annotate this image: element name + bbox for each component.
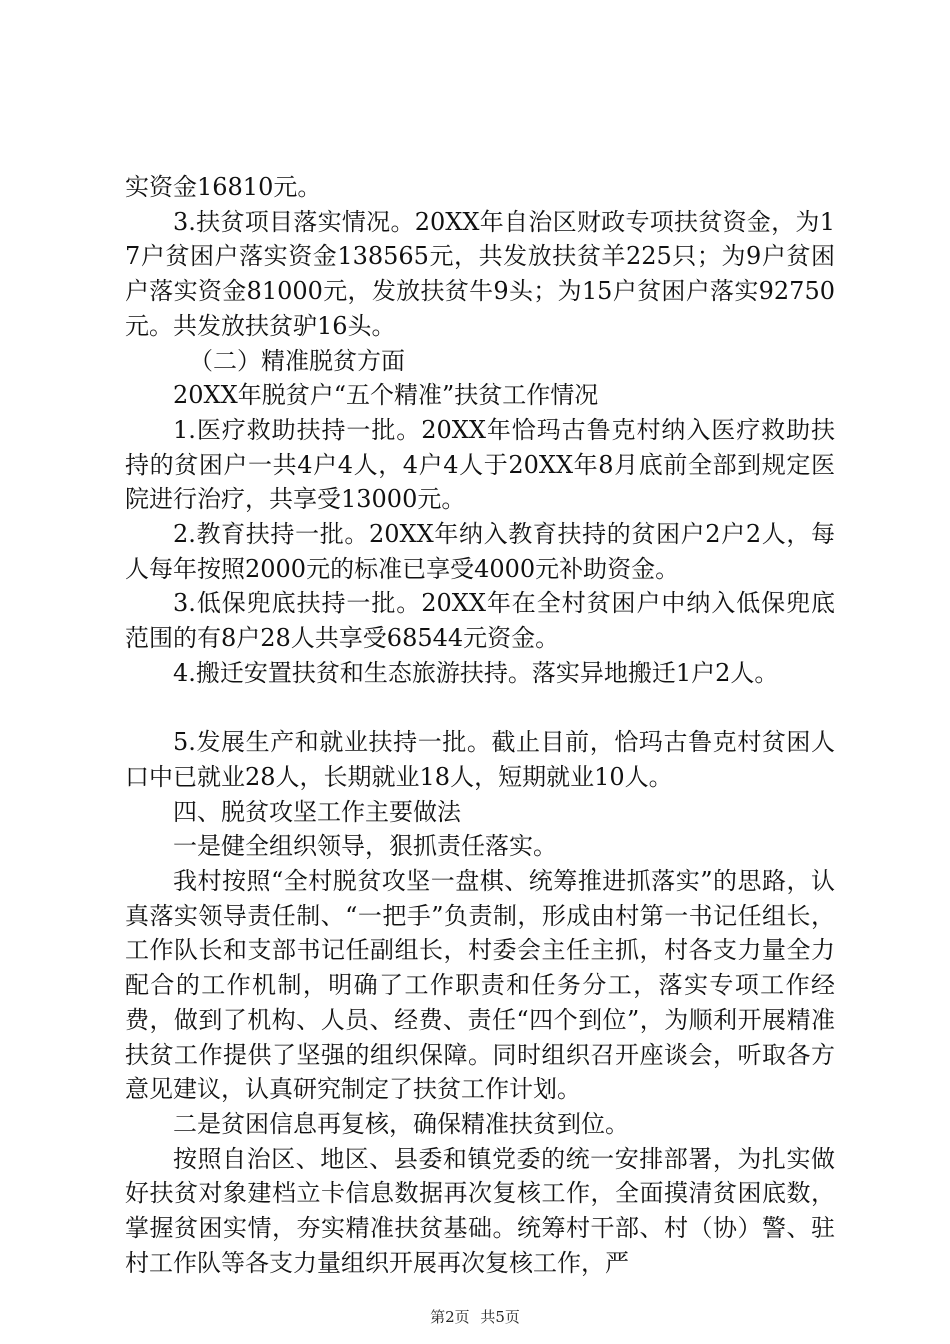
page-total: 共5页 xyxy=(480,1308,520,1326)
page-number: 第2页 xyxy=(430,1308,470,1326)
paragraph-project-funding: 3.扶贫项目落实情况。20XX年自治区财政专项扶贫资金，为17户贫困户落实资金138565元，共发放扶贫羊225只；为9户贫困户落实资金81000元，发放扶贫牛9头；为15户贫困户落实92750元。共发放扶贫驴16头。 xyxy=(125,207,835,340)
subheading-five-precise: 20XX年脱贫户“五个精准”扶贫工作情况 xyxy=(173,381,599,410)
paragraph-education-aid: 2.教育扶持一批。20XX年纳入教育扶持的贫困户2户2人，每人每年按照2000元的标准已享受4000元补助资金。 xyxy=(125,520,835,583)
blank-line xyxy=(125,691,835,726)
page-footer xyxy=(0,1306,950,1327)
document-body xyxy=(125,170,835,1280)
paragraph-organization: 我村按照“全村脱贫攻坚一盘棋、统筹推进抓落实”的思路，认真落实领导责任制、“一把手”负责制，形成由村第一书记任组长，工作队长和支部书记任副组长，村委会主任主抓，村各支力量全力配合的工作机制，明确了工作职责和任务分工，落实专项工作经费，做到了机构、人员、经费、责任“四个到位”，为顺利开展精准扶贫工作提供了坚强的组织保障。同时组织召开座谈会，听取各方意见建议，认真研究制定了扶贫工作计划。 xyxy=(125,867,835,1104)
paragraph-continuation: 实资金16810元。 xyxy=(125,173,322,201)
section-heading-main-practices: 四、脱贫攻坚工作主要做法 xyxy=(173,797,461,826)
paragraph-relocation: 4.搬迁安置扶贫和生态旅游扶持。落实异地搬迁1户2人。 xyxy=(173,658,779,687)
paragraph-employment: 5.发展生产和就业扶持一批。截止目前，恰玛古鲁克村贫困人口中已就业28人，长期就业18人，短期就业10人。 xyxy=(125,728,835,791)
subheading-organization: 一是健全组织领导，狠抓责任落实。 xyxy=(173,832,557,861)
paragraph-minimum-living: 3.低保兜底扶持一批。20XX年在全村贫困户中纳入低保兜底范围的有8户28人共享受68544元资金。 xyxy=(125,589,835,653)
paragraph-medical-aid: 1.医疗救助扶持一批。20XX年恰玛古鲁克村纳入医疗救助扶持的贫困户一共4户4人，4户4人于20XX年8月底前全部到规定医院进行治疗，共享受13000元。 xyxy=(125,415,835,514)
section-heading-precise-poverty: （二）精准脱贫方面 xyxy=(189,346,405,375)
paragraph-verification: 按照自治区、地区、县委和镇党委的统一安排部署，为扎实做好扶贫对象建档立卡信息数据再次复核工作，全面摸清贫困底数，掌握贫困实情，夯实精准扶贫基础。统筹村干部、村（协）警、驻村工作队等各支力量组织开展再次复核工作，严 xyxy=(125,1144,835,1277)
subheading-verification: 二是贫困信息再复核，确保精准扶贫到位。 xyxy=(173,1109,629,1138)
